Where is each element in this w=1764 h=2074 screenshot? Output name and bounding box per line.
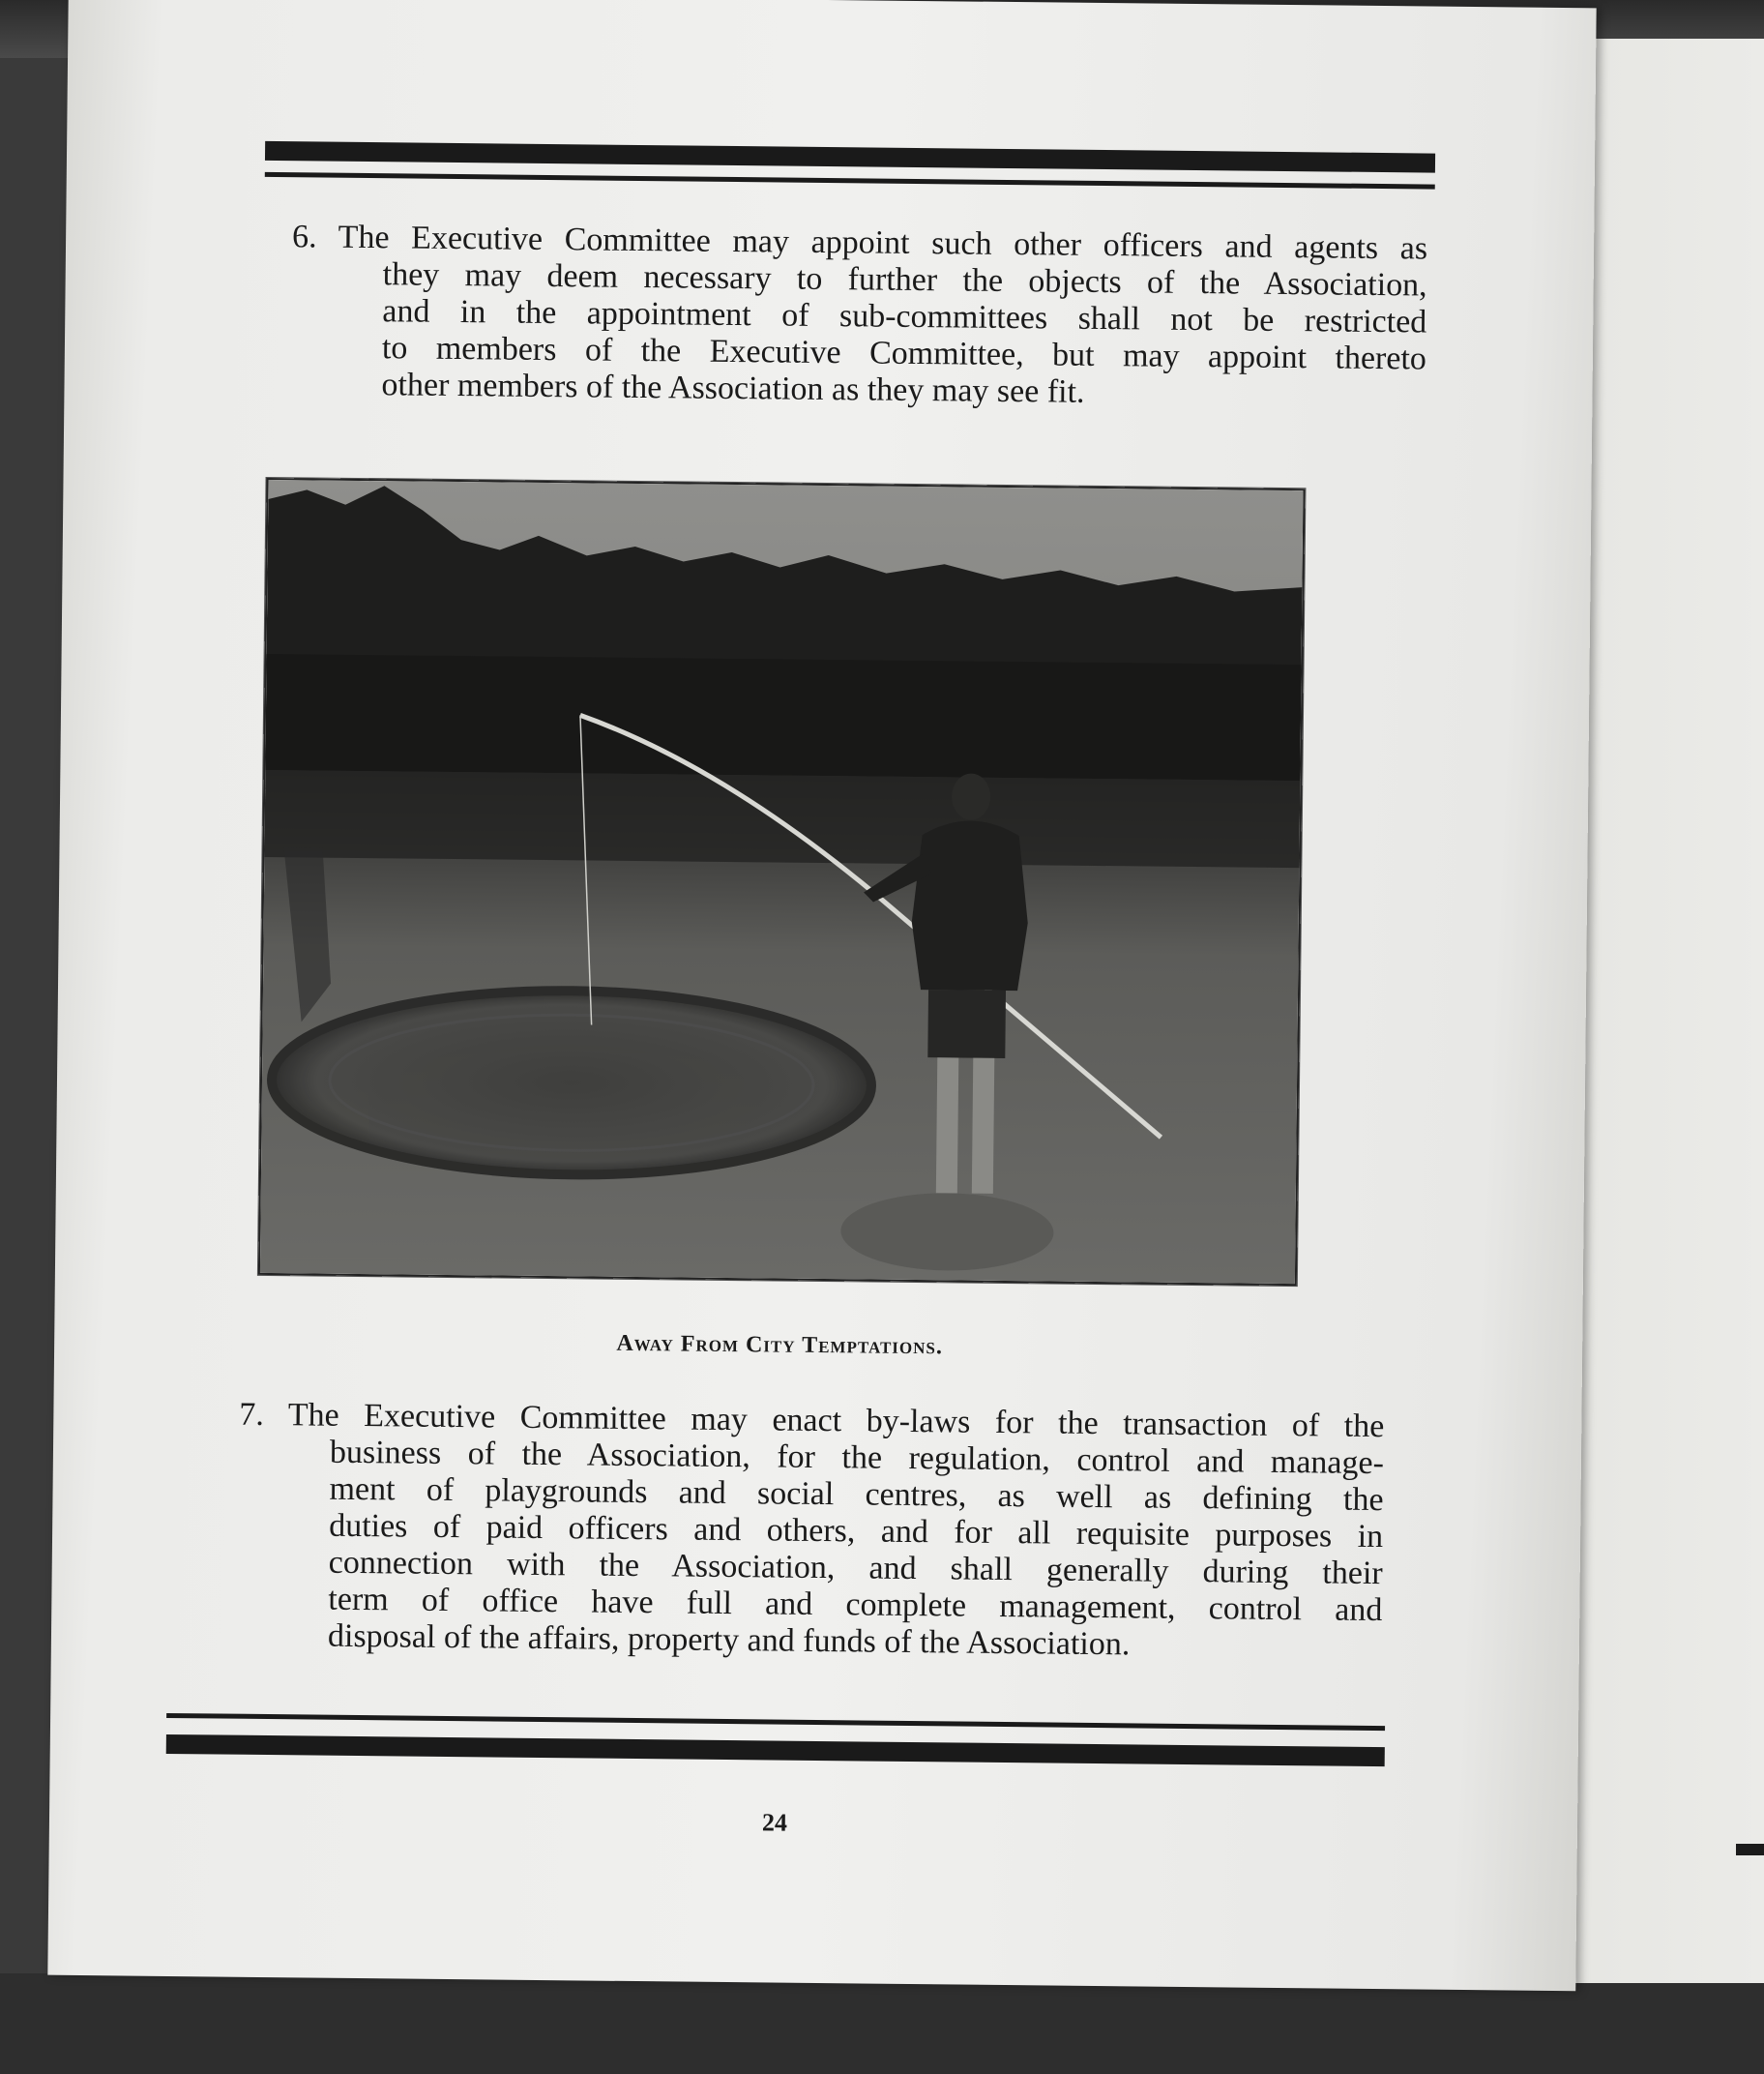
bottom-rule-thin <box>166 1713 1385 1731</box>
article-7-number: 7. <box>239 1396 265 1433</box>
book-page <box>47 0 1596 1991</box>
article-6-line-4: to members of the Executive Committee, but may appoint thereto <box>381 330 1427 377</box>
article-6-line-5: other members of the Association as they may see fit. <box>381 367 1085 410</box>
article-7-line-3: ment of playgrounds and social centres, as well as defining the <box>329 1470 1384 1519</box>
adjacent-page-rule <box>1736 1844 1764 1855</box>
article-7-line-1: 7. The Executive Committee may enact by-laws for the transaction of the <box>239 1396 1385 1445</box>
article-7-paragraph <box>239 1396 1385 1666</box>
article-7-line-6: term of office have full and complete management, control and <box>328 1581 1383 1629</box>
page-number: 24 <box>761 1808 788 1837</box>
article-6-number: 6. <box>291 219 317 255</box>
top-rule-thick <box>265 141 1435 173</box>
article-7-line-5: connection with the Association, and shall generally during their <box>328 1544 1383 1592</box>
photo-caption: Away From City Temptations. <box>616 1330 944 1360</box>
article-7-line-7: disposal of the affairs, property and funds of the Association. <box>327 1617 1131 1663</box>
article-7-line-2: business of the Association, for the regulation, control and manage- <box>329 1434 1385 1482</box>
article-6-line-1: 6. The Executive Committee may appoint such other officers and agents as <box>291 219 1428 267</box>
top-rule-thin <box>265 172 1435 190</box>
bottom-rule-thick <box>166 1734 1385 1766</box>
article-6-paragraph <box>291 219 1428 414</box>
fishing-photo-image <box>260 480 1304 1284</box>
article-7-line-4: duties of paid officers and others, and for all requisite purposes in <box>328 1507 1384 1556</box>
article-6-line-2: they may deem necessary to further the objects of the Association, <box>382 256 1427 304</box>
article-6-line-3: and in the appointment of sub-committees shall not be restricted <box>382 293 1427 341</box>
fishing-photograph <box>258 478 1306 1286</box>
